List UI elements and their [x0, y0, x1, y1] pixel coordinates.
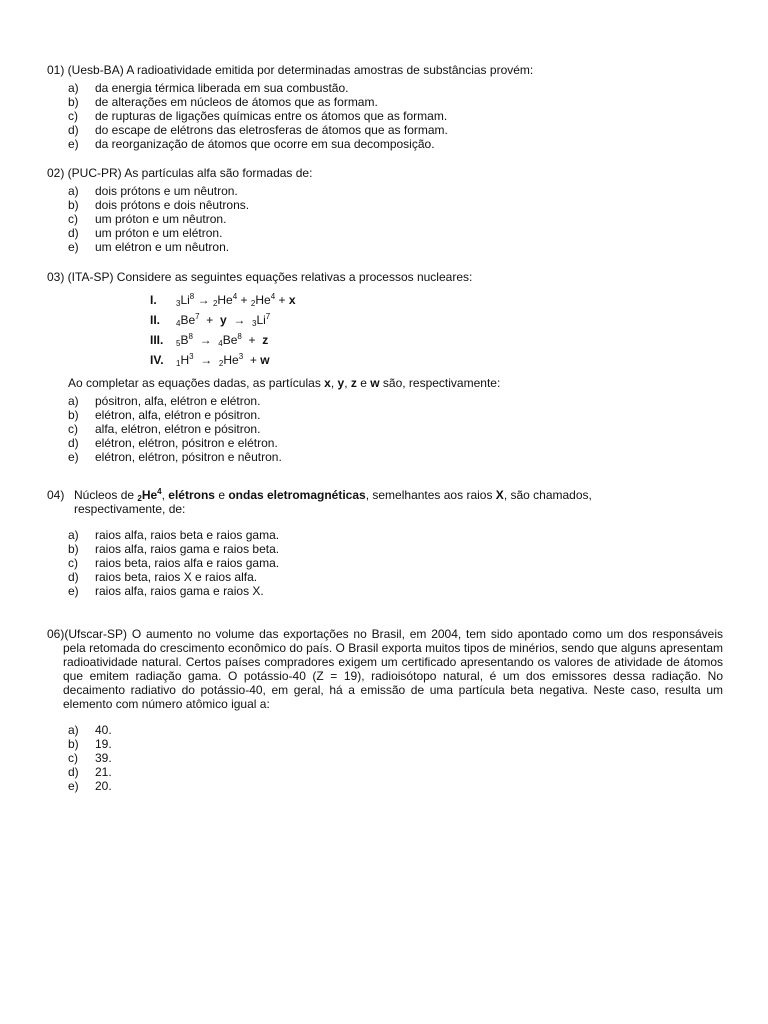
option-a: [47, 394, 723, 408]
option-letter: c): [68, 109, 78, 123]
option-text: 19.: [95, 737, 112, 751]
question-03: [47, 270, 723, 464]
option-text: um elétron e um nêutron.: [95, 240, 230, 254]
option-a: [47, 528, 723, 542]
option-text: da energia térmica liberada em sua combustão.: [95, 81, 349, 95]
option-letter: b): [68, 542, 79, 556]
option-text: elétron, elétron, pósitron e elétron.: [95, 436, 278, 450]
equation-4: [150, 350, 723, 370]
question-04: [47, 488, 723, 598]
arrow-icon: →: [199, 333, 212, 347]
equation-body: $_1H^3 \to _2He^3 + w$: [176, 352, 270, 368]
option-letter: c): [68, 212, 78, 226]
option-text: raios beta, raios X e raios alfa.: [95, 570, 258, 584]
option-c: [47, 556, 723, 570]
question-stem: 06)(Ufscar-SP) O aumento no volume das exportações no Brasil, em 2004, tem sido apontado como um dos responsáveis pela retomada do crescimento econômico do país. O Brasil exporta muitos tipos de minérios, sendo que alguns apresentam radioatividade natural. Certos países compradores exigem um certificado apresentando os valores de atividade de átomos que emitem radiação gama. O potássio-40 (Z = 19), radioisótopo natural, é um dos emissores dessa radiação. No decaimento radiativo do potássio-40, em geral, há a emissão de uma partícula beta negativa. Neste caso, resulta um elemento com número atômico igual a:: [47, 627, 723, 711]
option-letter: d): [68, 765, 79, 779]
option-letter: c): [68, 556, 78, 570]
option-b: [47, 542, 723, 556]
equation-body: $_5B^8 \to _4Be^8 + z$: [176, 332, 269, 348]
option-text: alfa, elétron, elétron e pósitron.: [95, 422, 261, 436]
equation-1: [150, 290, 723, 310]
equation-3: [150, 330, 723, 350]
option-e: [47, 450, 723, 464]
option-text: do escape de elétrons das eletrosferas de átomos que as formam.: [95, 123, 448, 137]
option-letter: e): [68, 450, 79, 464]
option-e: [47, 584, 723, 598]
option-e: [47, 240, 723, 254]
option-letter: e): [68, 584, 79, 598]
option-text: um próton e um elétron.: [95, 226, 223, 240]
option-b: [47, 95, 723, 109]
option-c: [47, 212, 723, 226]
equation-2: [150, 310, 723, 330]
option-text: de rupturas de ligações químicas entre os átomos que as formam.: [95, 109, 448, 123]
option-list: [47, 184, 723, 254]
question-lead: Ao completar as equações dadas, as partículas x, y, z e w são, respectivamente:: [68, 376, 501, 390]
option-text: dois prótons e dois nêutrons.: [95, 198, 250, 212]
option-text: de alterações em núcleos de átomos que as formam.: [95, 95, 378, 109]
option-b: [47, 408, 723, 422]
option-letter: a): [68, 528, 79, 542]
option-list: [47, 528, 723, 598]
option-letter: b): [68, 198, 79, 212]
option-letter: d): [68, 226, 79, 240]
option-a: [47, 723, 723, 737]
equation-body: $_4Be^7 + y \to _3Li^7$: [176, 312, 271, 328]
option-text: raios beta, raios alfa e raios gama.: [95, 556, 280, 570]
option-b: [47, 737, 723, 751]
option-letter: e): [68, 240, 79, 254]
arrow-icon: →: [197, 293, 210, 307]
equation-number: I.: [150, 293, 157, 307]
option-text: elétron, elétron, pósitron e nêutron.: [95, 450, 282, 464]
option-text: dois prótons e um nêutron.: [95, 184, 238, 198]
option-text: raios alfa, raios beta e raios gama.: [95, 528, 280, 542]
option-b: [47, 198, 723, 212]
option-letter: a): [68, 81, 79, 95]
option-list: [47, 81, 723, 151]
option-text: raios alfa, raios gama e raios X.: [95, 584, 264, 598]
option-text: raios alfa, raios gama e raios beta.: [95, 542, 280, 556]
question-02: [47, 166, 723, 254]
option-letter: d): [68, 436, 79, 450]
option-letter: a): [68, 184, 79, 198]
option-text: 21.: [95, 765, 112, 779]
option-text: elétron, alfa, elétron e pósitron.: [95, 408, 261, 422]
option-letter: a): [68, 394, 79, 408]
option-letter: c): [68, 422, 78, 436]
option-list: [47, 723, 723, 793]
option-letter: b): [68, 95, 79, 109]
option-text: 40.: [95, 723, 112, 737]
question-stem: 04) Núcleos de $_2He^4$, elétrons e ondas eletromagnéticas, semelhantes aos raios X, são chamados, respectivamente, de:: [47, 487, 592, 516]
option-letter: e): [68, 137, 79, 151]
option-letter: c): [68, 751, 78, 765]
equation-number: III.: [150, 333, 164, 347]
question-stem: 01) (Uesb-BA) A radioatividade emitida por determinadas amostras de substâncias provém:: [47, 63, 534, 77]
option-text: da reorganização de átomos que ocorre em sua decomposição.: [95, 137, 435, 151]
option-letter: b): [68, 737, 79, 751]
option-text: um próton e um nêutron.: [95, 212, 227, 226]
option-c: [47, 109, 723, 123]
option-d: [47, 123, 723, 137]
option-a: [47, 81, 723, 95]
equation-body: $_3Li^8 \to _2He^4 + _2He^4 + x$: [176, 292, 296, 308]
option-c: [47, 422, 723, 436]
option-text: pósitron, alfa, elétron e elétron.: [95, 394, 261, 408]
option-d: [47, 226, 723, 240]
question-stem: 03) (ITA-SP) Considere as seguintes equações relativas a processos nucleares:: [47, 270, 473, 284]
option-list: [47, 394, 723, 464]
option-d: [47, 570, 723, 584]
option-c: [47, 751, 723, 765]
arrow-icon: →: [233, 313, 246, 327]
option-text: 39.: [95, 751, 112, 765]
question-stem: 02) (PUC-PR) As partículas alfa são formadas de:: [47, 166, 313, 180]
option-letter: b): [68, 408, 79, 422]
question-01: [47, 63, 723, 151]
equation-list: [150, 290, 723, 370]
question-06: [47, 627, 723, 793]
option-letter: a): [68, 723, 79, 737]
equation-number: II.: [150, 313, 161, 327]
equation-number: IV.: [150, 353, 164, 367]
option-letter: e): [68, 779, 79, 793]
option-e: [47, 779, 723, 793]
option-d: [47, 765, 723, 779]
option-d: [47, 436, 723, 450]
option-a: [47, 184, 723, 198]
option-letter: d): [68, 123, 79, 137]
option-letter: d): [68, 570, 79, 584]
arrow-icon: →: [200, 353, 213, 367]
option-e: [47, 137, 723, 151]
option-text: 20.: [95, 779, 112, 793]
